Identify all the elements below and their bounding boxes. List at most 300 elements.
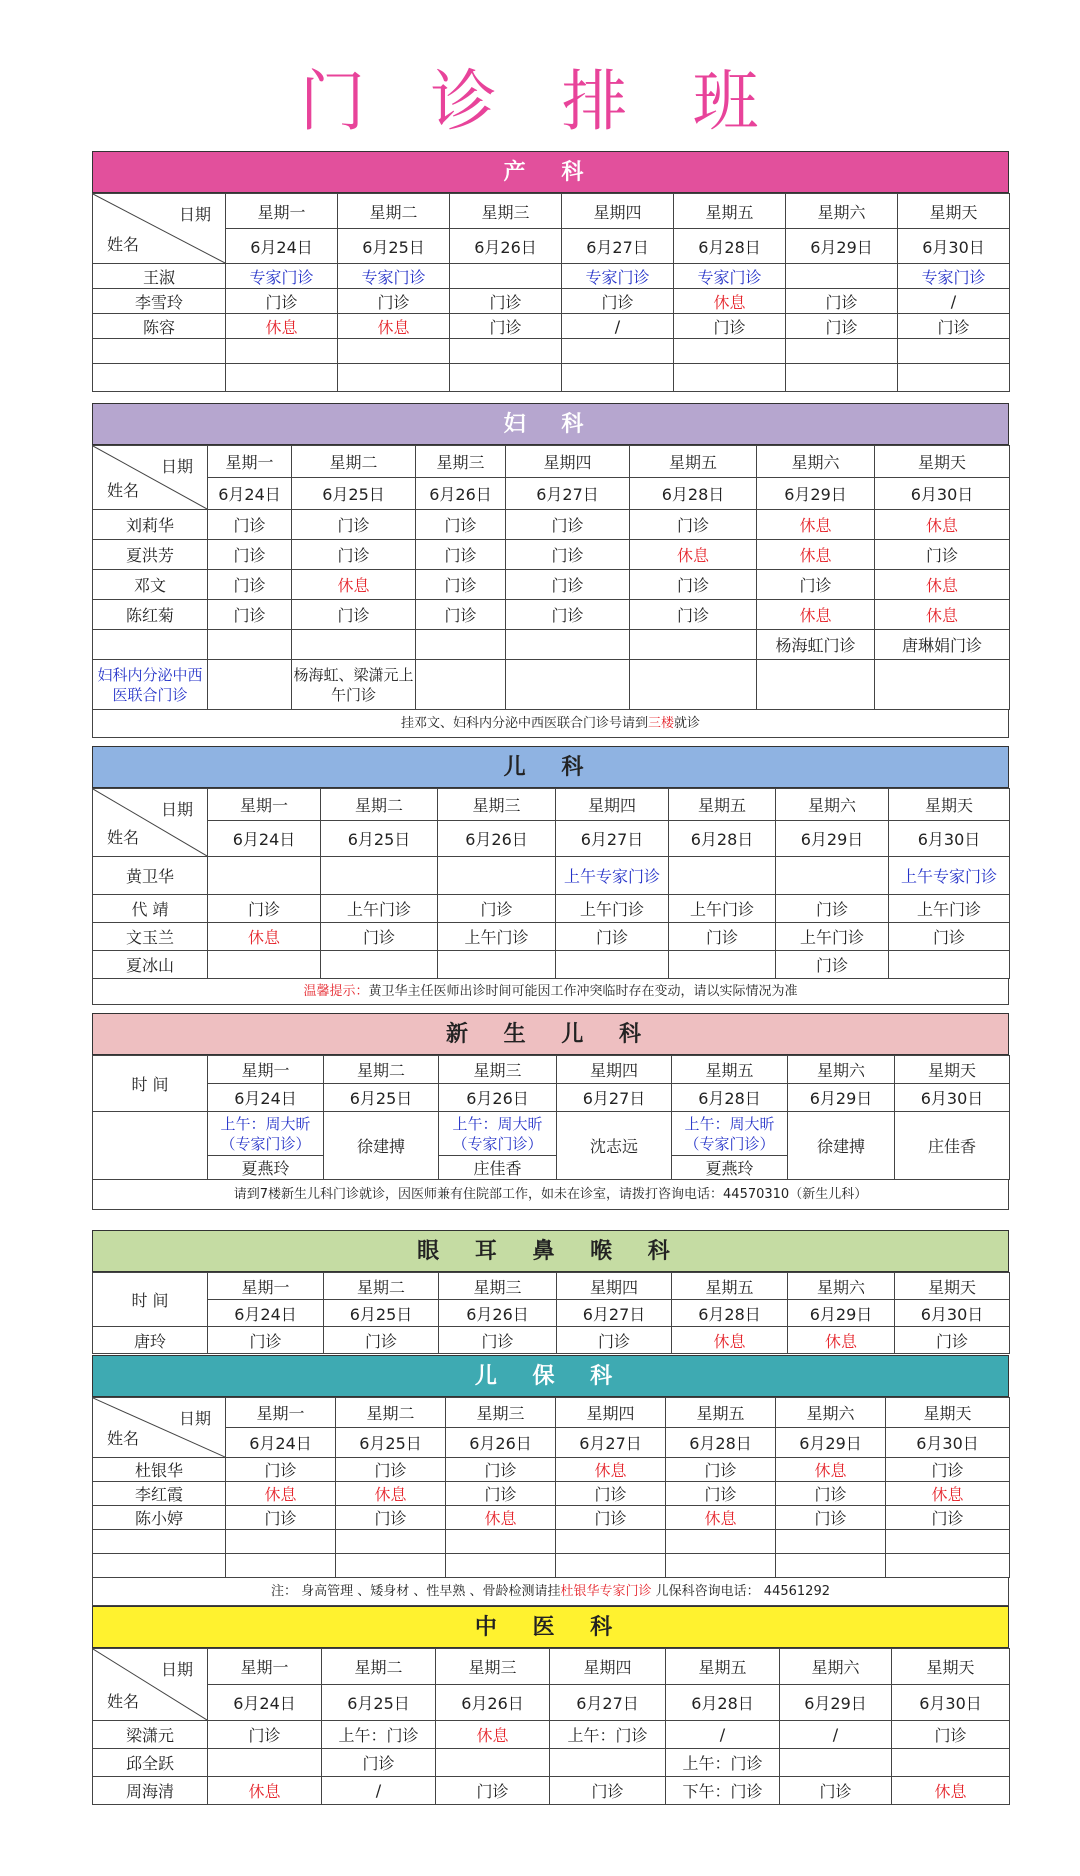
schedule-cell: 门诊 [436,1777,550,1805]
doctor-name: 陈小婷 [93,1506,226,1530]
date-header: 6月30日 [892,1685,1010,1721]
weekday-header: 星期五 [669,789,776,821]
schedule-cell: 专家门诊 [338,264,450,289]
weekday-header: 星期二 [336,1398,446,1428]
schedule-cell: 门诊 [439,1327,557,1354]
doctor-name: 黄卫华 [93,857,208,895]
schedule-cell: 门诊 [886,1458,1010,1482]
schedule-cell: 门诊 [416,570,506,600]
schedule-cell: 门诊 [556,1482,666,1506]
schedule-cell: 门诊 [446,1458,556,1482]
doctor-name: 梁潇元 [93,1721,208,1749]
table-row [93,1721,1010,1749]
date-header: 6月30日 [895,1084,1010,1112]
schedule-cell: 门诊 [786,289,898,314]
date-header: 6月26日 [439,1300,557,1327]
schedule-cell: 杨海虹、梁潇元上午门诊 [292,660,416,710]
schedule-cell: 休息 [226,1482,336,1506]
weekday-header: 星期一 [226,1398,336,1428]
schedule-cell: 门诊 [556,923,669,951]
table-row [93,1506,1010,1530]
schedule-cell [321,951,438,979]
weekday-header: 星期一 [208,1273,324,1300]
schedule-table [92,445,1010,710]
weekday-header: 星期四 [557,1056,672,1084]
doctor-name: 唐玲 [93,1327,208,1354]
schedule-cell: 庄佳香 [895,1112,1010,1180]
schedule-cell: 夏燕玲 [672,1156,788,1180]
schedule-cell: 门诊 [208,1327,324,1354]
table-row [93,1327,1010,1354]
schedule-cell: 门诊 [226,1458,336,1482]
schedule-cell: 专家门诊 [226,264,338,289]
schedule-cell: 门诊 [208,540,292,570]
weekday-header: 星期天 [886,1398,1010,1428]
schedule-cell: 门诊 [630,570,757,600]
date-header: 6月25日 [322,1685,436,1721]
schedule-cell: 门诊 [889,923,1010,951]
schedule-cell: 门诊 [875,540,1010,570]
date-header: 6月26日 [450,229,562,264]
page-title: 门 诊 排 班 [299,63,781,140]
schedule-cell: 门诊 [562,289,674,314]
table-row [93,570,1010,600]
schedule-cell: 庄佳香 [439,1156,557,1180]
weekday-header: 星期二 [322,1649,436,1685]
schedule-cell: 门诊 [506,540,630,570]
weekday-header: 星期一 [208,789,321,821]
date-header: 6月28日 [630,478,757,510]
schedule-cell: 休息 [886,1482,1010,1506]
date-header: 6月28日 [674,229,786,264]
weekday-header: 星期三 [450,194,562,229]
schedule-table [92,1397,1010,1578]
schedule-cell: 门诊 [292,510,416,540]
schedule-cell [776,857,889,895]
weekday-header: 星期一 [208,1649,322,1685]
date-header: 6月26日 [446,1428,556,1458]
date-header: 6月26日 [438,821,556,857]
weekday-header: 星期六 [786,194,898,229]
date-header: 6月26日 [436,1685,550,1721]
schedule-cell: 门诊 [446,1482,556,1506]
schedule-cell: 上午专家门诊 [889,857,1010,895]
schedule-cell [780,1749,892,1777]
schedule-cell: 休息 [757,600,875,630]
schedule-cell: 上午门诊 [556,895,669,923]
date-header: 6月29日 [776,821,889,857]
date-header: 6月27日 [557,1084,672,1112]
schedule-cell: 门诊 [776,895,889,923]
weekday-header: 星期天 [892,1649,1010,1685]
schedule-cell: 门诊 [226,289,338,314]
date-header: 6月25日 [336,1428,446,1458]
weekday-header: 星期六 [776,1398,886,1428]
schedule-cell: 休息 [556,1458,666,1482]
schedule-cell: 门诊 [776,1506,886,1530]
weekday-header: 星期天 [895,1056,1010,1084]
schedule-cell: 沈志远 [557,1112,672,1180]
schedule-cell: 休息 [875,570,1010,600]
schedule-cell: 门诊 [292,540,416,570]
date-header: 6月28日 [669,821,776,857]
date-header: 6月26日 [416,478,506,510]
schedule-cell: 门诊 [892,1721,1010,1749]
date-header: 6月25日 [324,1300,439,1327]
schedule-cell: 唐琳娟门诊 [875,630,1010,660]
table-row [93,951,1010,979]
weekday-header: 星期一 [208,446,292,478]
schedule-cell [208,1749,322,1777]
table-row [93,895,1010,923]
schedule-cell: 休息 [875,600,1010,630]
time-label: 时 间 [93,1056,208,1112]
table-row [93,264,1010,289]
weekday-header: 星期三 [416,446,506,478]
schedule-cell: 上午：周大昕 （专家门诊） [672,1112,788,1156]
date-header: 6月27日 [556,821,669,857]
schedule-cell: 门诊 [550,1777,666,1805]
weekday-header: 星期四 [506,446,630,478]
schedule-cell: 专家门诊 [562,264,674,289]
schedule-cell: 上午门诊 [321,895,438,923]
schedule-cell: 休息 [338,314,450,339]
schedule-cell: 休息 [226,314,338,339]
doctor-name: 夏洪芳 [93,540,208,570]
schedule-cell: 门诊 [780,1777,892,1805]
section-title: 儿 科 [92,746,1009,788]
section-chanke [92,151,1009,392]
date-header: 6月25日 [338,229,450,264]
schedule-cell: 休息 [292,570,416,600]
weekday-header: 星期天 [895,1273,1010,1300]
weekday-header: 星期天 [875,446,1010,478]
date-header: 6月28日 [666,1685,780,1721]
table-row [93,857,1010,895]
date-header: 6月29日 [786,229,898,264]
section-fuke [92,403,1009,738]
date-header: 6月24日 [226,1428,336,1458]
date-header: 6月25日 [321,821,438,857]
date-header: 6月24日 [226,229,338,264]
schedule-cell: 门诊 [416,510,506,540]
schedule-cell: 休息 [875,510,1010,540]
weekday-header: 星期六 [757,446,875,478]
weekday-header: 星期二 [292,446,416,478]
header-corner: 日期 姓名 [93,1398,226,1458]
combo-clinic-label: 妇科内分泌中西医联合门诊 [93,660,208,710]
schedule-cell: 门诊 [292,600,416,630]
schedule-cell [208,857,321,895]
weekday-header: 星期四 [557,1273,672,1300]
schedule-cell: 门诊 [898,314,1010,339]
date-header: 6月26日 [439,1084,557,1112]
schedule-cell: 门诊 [208,570,292,600]
schedule-cell: 门诊 [776,951,889,979]
schedule-cell: 上午：门诊 [666,1749,780,1777]
weekday-header: 星期二 [324,1273,439,1300]
weekday-header: 星期四 [562,194,674,229]
schedule-cell: 门诊 [506,570,630,600]
schedule-cell: / [322,1777,436,1805]
table-row [93,540,1010,570]
schedule-cell [550,1749,666,1777]
schedule-cell [669,951,776,979]
schedule-cell: 休息 [436,1721,550,1749]
schedule-cell: 门诊 [557,1327,672,1354]
weekday-header: 星期四 [550,1649,666,1685]
weekday-header: 星期六 [788,1056,895,1084]
schedule-cell: 门诊 [226,1506,336,1530]
schedule-cell: / [562,314,674,339]
table-row [93,314,1010,339]
schedule-cell [556,951,669,979]
schedule-cell: 门诊 [321,923,438,951]
schedule-cell: 门诊 [666,1458,776,1482]
table-row [93,510,1010,540]
weekday-header: 星期六 [788,1273,895,1300]
schedule-cell: 门诊 [450,314,562,339]
schedule-cell [438,951,556,979]
section-title: 妇 科 [92,403,1009,445]
date-header: 6月24日 [208,821,321,857]
doctor-name: 邓文 [93,570,208,600]
schedule-cell: 夏燕玲 [208,1156,324,1180]
schedule-cell: 休息 [757,510,875,540]
schedule-cell: 上午：周大昕 （专家门诊） [208,1112,324,1156]
schedule-cell: 门诊 [322,1749,436,1777]
section-title: 中 医 科 [92,1606,1009,1648]
date-header: 6月29日 [757,478,875,510]
header-corner: 日期 姓名 [93,194,226,264]
date-header: 6月29日 [776,1428,886,1458]
schedule-cell: 门诊 [208,600,292,630]
schedule-cell: 上午专家门诊 [556,857,669,895]
weekday-header: 星期五 [672,1056,788,1084]
date-header: 6月30日 [875,478,1010,510]
weekday-header: 星期三 [446,1398,556,1428]
schedule-cell: 上午门诊 [438,923,556,951]
schedule-cell: 休息 [757,540,875,570]
doctor-name: 李红霞 [93,1482,226,1506]
schedule-cell: 门诊 [776,1482,886,1506]
date-header: 6月27日 [550,1685,666,1721]
date-header: 6月30日 [895,1300,1010,1327]
schedule-cell: 休息 [208,1777,322,1805]
weekday-header: 星期二 [338,194,450,229]
schedule-cell: 门诊 [886,1506,1010,1530]
schedule-cell: 杨海虹门诊 [757,630,875,660]
schedule-cell: 门诊 [208,510,292,540]
section-title: 眼 耳 鼻 喉 科 [92,1230,1009,1272]
schedule-cell: 休息 [208,923,321,951]
date-header: 6月24日 [208,1685,322,1721]
weekday-header: 星期三 [439,1056,557,1084]
table-row [93,1458,1010,1482]
weekday-header: 星期五 [666,1398,776,1428]
schedule-cell: 门诊 [438,895,556,923]
schedule-cell: 上午门诊 [889,895,1010,923]
section-zhongyi [92,1606,1009,1805]
schedule-cell: 门诊 [757,570,875,600]
schedule-cell: 门诊 [674,314,786,339]
schedule-cell: 休息 [336,1482,446,1506]
doctor-name: 杜银华 [93,1458,226,1482]
table-row [93,923,1010,951]
schedule-cell: 上午：门诊 [322,1721,436,1749]
schedule-cell: 休息 [446,1506,556,1530]
section-title: 新 生 儿 科 [92,1013,1009,1055]
schedule-cell: 休息 [776,1458,886,1482]
date-header: 6月24日 [208,478,292,510]
schedule-cell: 休息 [666,1506,776,1530]
date-header: 6月24日 [208,1084,324,1112]
weekday-header: 星期五 [674,194,786,229]
section-title: 产 科 [92,151,1009,193]
schedule-cell [436,1749,550,1777]
schedule-cell [669,857,776,895]
doctor-name: 刘莉华 [93,510,208,540]
schedule-cell: 上午：门诊 [550,1721,666,1749]
doctor-name: 陈红菊 [93,600,208,630]
weekday-header: 星期二 [324,1056,439,1084]
section-erke [92,746,1009,1005]
schedule-cell: 门诊 [324,1327,439,1354]
schedule-cell: 门诊 [416,540,506,570]
schedule-cell: 门诊 [895,1327,1010,1354]
schedule-table [92,1648,1010,1805]
section-note: 请到7楼新生儿科门诊就诊，因医师兼有住院部工作，如未在诊室，请拨打咨询电话：44570310（新生儿科） [92,1180,1009,1210]
schedule-cell [450,264,562,289]
table-row [93,600,1010,630]
header-corner: 日期 姓名 [93,446,208,510]
date-header: 6月29日 [788,1300,895,1327]
schedule-cell: 徐建搏 [788,1112,895,1180]
schedule-cell: 门诊 [669,923,776,951]
schedule-cell: 上午门诊 [669,895,776,923]
section-note: 注： 身高管理 、矮身材 、性早熟 、骨龄检测请挂杜银华专家门诊 儿保科咨询电话： 44561292 [92,1578,1009,1606]
date-header: 6月28日 [672,1300,788,1327]
schedule-cell: 休息 [630,540,757,570]
schedule-table [92,193,1010,392]
table-row [93,289,1010,314]
schedule-cell [892,1749,1010,1777]
weekday-header: 星期六 [780,1649,892,1685]
schedule-cell [321,857,438,895]
schedule-cell: 休息 [674,289,786,314]
schedule-cell: 专家门诊 [674,264,786,289]
schedule-cell: 门诊 [556,1506,666,1530]
weekday-header: 星期六 [776,789,889,821]
schedule-table [92,788,1010,979]
date-header: 6月25日 [292,478,416,510]
weekday-header: 星期二 [321,789,438,821]
weekday-header: 星期一 [208,1056,324,1084]
weekday-header: 星期五 [666,1649,780,1685]
schedule-cell: 下午：门诊 [666,1777,780,1805]
table-row [93,1777,1010,1805]
section-title: 儿 保 科 [92,1355,1009,1397]
date-header: 6月25日 [324,1084,439,1112]
schedule-cell: 上午：周大昕 （专家门诊） [439,1112,557,1156]
schedule-cell: 门诊 [336,1506,446,1530]
doctor-name: 文玉兰 [93,923,208,951]
section-note: 挂邓文、妇科内分泌中西医联合门诊号请到三楼就诊 [92,710,1009,738]
section-yanerbi [92,1230,1009,1354]
weekday-header: 星期五 [630,446,757,478]
schedule-cell: 门诊 [208,895,321,923]
date-header: 6月28日 [666,1428,776,1458]
doctor-name: 王淑 [93,264,226,289]
schedule-cell: 门诊 [416,600,506,630]
date-header: 6月28日 [672,1084,788,1112]
schedule-cell: 门诊 [666,1482,776,1506]
schedule-table [92,1272,1010,1354]
doctor-name: 李雪玲 [93,289,226,314]
doctor-name: 代 靖 [93,895,208,923]
weekday-header: 星期五 [672,1273,788,1300]
date-header: 6月30日 [889,821,1010,857]
doctor-name: 夏冰山 [93,951,208,979]
date-header: 6月27日 [506,478,630,510]
time-label: 时 间 [93,1273,208,1327]
schedule-cell: / [780,1721,892,1749]
date-header: 6月27日 [556,1428,666,1458]
header-corner: 日期 姓名 [93,789,208,857]
date-header: 6月24日 [208,1300,324,1327]
schedule-cell: 休息 [672,1327,788,1354]
header-corner: 日期 姓名 [93,1649,208,1721]
weekday-header: 星期四 [556,789,669,821]
weekday-header: 星期三 [436,1649,550,1685]
schedule-cell: 门诊 [630,510,757,540]
date-header: 6月27日 [562,229,674,264]
doctor-name: 邱全跃 [93,1749,208,1777]
weekday-header: 星期天 [898,194,1010,229]
weekday-header: 星期四 [556,1398,666,1428]
weekday-header: 星期天 [889,789,1010,821]
table-row [93,1749,1010,1777]
schedule-cell [208,951,321,979]
schedule-table [92,1055,1010,1180]
schedule-cell: 徐建搏 [324,1112,439,1180]
schedule-cell: 专家门诊 [898,264,1010,289]
date-header: 6月29日 [780,1685,892,1721]
schedule-cell: 门诊 [208,1721,322,1749]
schedule-cell: / [666,1721,780,1749]
date-header: 6月30日 [886,1428,1010,1458]
section-xinsheng [92,1013,1009,1210]
doctor-name: 陈容 [93,314,226,339]
schedule-cell: 门诊 [336,1458,446,1482]
schedule-cell [786,264,898,289]
schedule-cell: 门诊 [506,600,630,630]
schedule-cell: / [898,289,1010,314]
schedule-cell: 门诊 [450,289,562,314]
schedule-cell: 门诊 [786,314,898,339]
section-note: 温馨提示：黄卫华主任医师出诊时间可能因工作冲突临时存在变动，请以实际情况为准 [92,979,1009,1005]
date-header: 6月27日 [557,1300,672,1327]
schedule-cell [438,857,556,895]
schedule-cell: 门诊 [630,600,757,630]
section-erbao [92,1355,1009,1606]
schedule-cell: 门诊 [506,510,630,540]
doctor-name: 周海清 [93,1777,208,1805]
schedule-cell: 休息 [892,1777,1010,1805]
schedule-cell: 上午门诊 [776,923,889,951]
weekday-header: 星期一 [226,194,338,229]
schedule-cell: 休息 [788,1327,895,1354]
